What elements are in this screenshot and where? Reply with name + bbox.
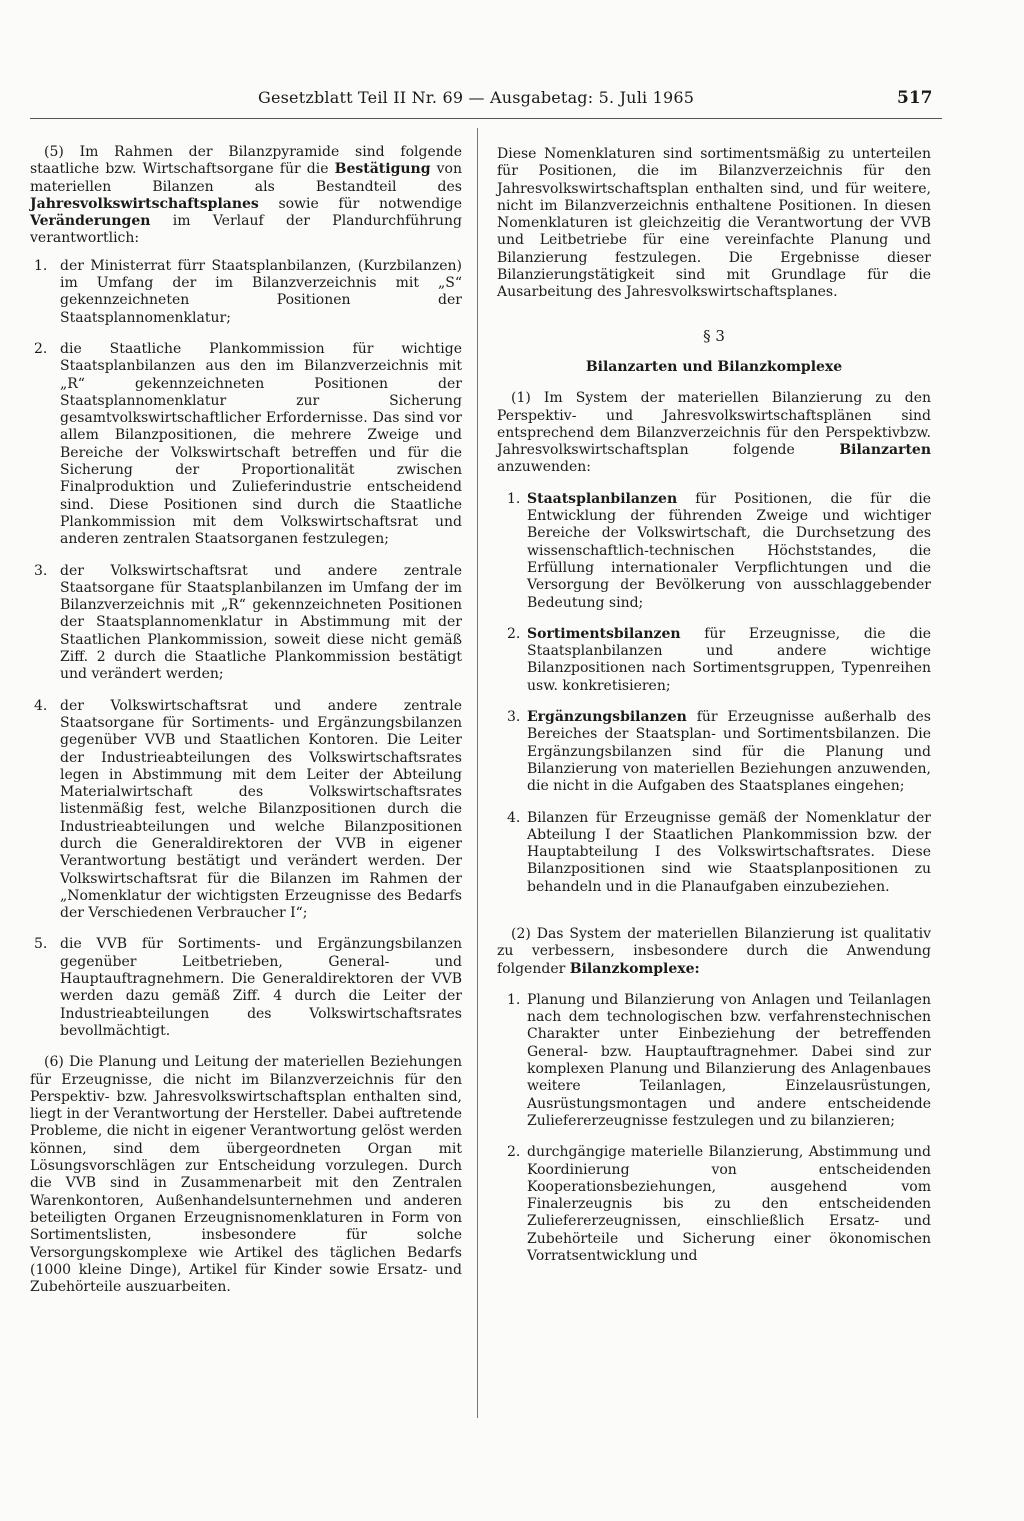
paragraph-2: (2) Das System der materiellen Bilanzierung ist qualitativ zu verbessern, insbesondere durch die Anwendung folgender Bilanzkomplexe: — [497, 925, 931, 977]
paragraph-continuation: Diese Nomenklaturen sind sortimentsmäßig zu unterteilen für Positionen, die im Bilanzverzeichnis für den Jahresvolkswirtschaftsplan enthalten sind, und für weitere, nicht im Bilanzverzeichnis enthaltene Positionen. In diesen Nomenklaturen ist gleichzeitig die Verantwortung der VVB und Leitbetriebe für eine vereinfachte Planung und Bilanzierung festzulegen. Die Ergebnisse dieser Bilanzierungstätigkeit sind mit Grundlage für die Ausarbeitung des Jahresvolkswirtschaftsplanes. — [497, 146, 931, 301]
list-item: 1. der Ministerrat fürr Staatsplanbilanzen, (Kurzbilanzen) im Umfang der im Bilanzverzeichnis mit „S“ gekennzeichneten Positionen der Staatsplannomenklatur; — [34, 257, 462, 326]
list-item: 4. der Volkswirtschaftsrat und andere zentrale Staatsorgane für Sortiments- und Ergänzungsbilanzen gegenüber VVB und Staatlichen Kontoren. Die Leiter der Industrieabteilungen des Volkswirtschaftsrates legen in Abstimmung mit dem Leiter der Abteilung Materialwirtschaft des Volkswirtschaftsrates listenmäßig fest, welche Bilanzpositionen durch die Industrieabteilungen und welche Bilanzpositionen durch die Generaldirektoren der VVB in eigener Verantwortung bestätigt und verändert werden. Der Volkswirtschaftsrat für die Bilanzen im Rahmen der „Nomenklatur der wichtigsten Erzeugnisse des Bedarfs der Verschiedenen Verbraucher I“; — [34, 697, 462, 922]
column-divider — [477, 128, 478, 1418]
list-item: 4. Bilanzen für Erzeugnisse gemäß der Nomenklatur der Abteilung I der Staatlichen Plankommission bzw. der Hauptabteilung I des Volkswirtschaftsrates. Diese Bilanzpositionen sind wie Staatsplanpositionen zu behandeln und in die Planaufgaben einzubeziehen. — [507, 809, 931, 895]
section-number: § 3 — [703, 326, 725, 345]
paragraph-5: (5) Im Rahmen der Bilanzpyramide sind folgende staatliche bzw. Wirtschaftsorgane für die Bestätigung von materiellen Bilanzen als Bestandteil des Jahresvolkswirtschaftsplanes sowie für notwendige Veränderungen im Verlauf der Plandurchführung verantwortlich: — [30, 144, 462, 247]
list-item: 3. Ergänzungsbilanzen für Erzeugnisse außerhalb des Bereiches der Staatsplan- und Sortimentsbilanzen. Die Ergänzungsbilanzen sind für die Planung und Bilanzierung von materiellen Beziehungen anzuwenden, die nicht in die Aufgaben des Staatsplanes eingehen; — [507, 709, 931, 795]
list-item: 2. Sortimentsbilanzen für Erzeugnisse, die die Staatsplanbilanzen und andere wichtige Bilanzpositionen nach Sortimentsgruppen, Typenreihen usw. konkretisieren; — [507, 625, 931, 694]
list-item: 5. die VVB für Sortiments- und Ergänzungsbilanzen gegenüber Leitbetrieben, General- und Hauptauftragnehmern. Die Generaldirektoren der VVB werden dazu gemäß Ziff. 4 durch die Leiter der Industrieabteilungen des Volkswirtschaftsrates bevollmächtigt. — [34, 936, 462, 1039]
paragraph-6: (6) Die Planung und Leitung der materiellen Beziehungen für Erzeugnisse, die nicht im Bilanzverzeichnis für den Perspektiv- bzw. Jahresvolkswirtschaftsplan enthalten sind, liegt in der Verantwortung der Hersteller. Dabei auftretende Probleme, die nicht in eigener Verantwortung gelöst werden können, sind dem übergeordneten Organ mit Lösungsvorschlägen zur Entscheidung vorzulegen. Durch die VVB sind in Zusammenarbeit mit den Zentralen Warenkontoren, Außenhandelsunternehmen und anderen beteiligten Organen Erzeugnisnomenklaturen in Form von Sortimentslisten, insbesondere für solche Versorgungskomplexe wie Artikel des täglichen Bedarfs (1000 kleine Dinge), Artikel für Kinder sowie Ersatz- und Zubehörteile auszuarbeiten. — [30, 1054, 462, 1296]
running-header: Gesetzblatt Teil II Nr. 69 — Ausgabetag: 5. Juli 1965 — [258, 88, 695, 107]
paragraph-1: (1) Im System der materiellen Bilanzierung zu den Perspektiv- und Jahresvolkswirtschaftsplänen sind entsprechend dem Bilanzverzeichnis für den Perspektivbzw. Jahresvolkswirtschaftsplan folgende Bilanzarten anzuwenden: — [497, 390, 931, 476]
list-item: 2. durchgängige materielle Bilanzierung, Abstimmung und Koordinierung von entscheidenden Kooperationsbeziehungen, ausgehend vom Finalerzeugnis bis zu den entscheidenden Zuliefererzeugnissen, einschließlich Ersatz- und Zubehörteile und Sicherung einer ökonomischen Vorratsentwicklung und — [507, 1144, 931, 1265]
page-number: 517 — [897, 88, 933, 108]
header-rule — [30, 118, 942, 119]
list-item: 2. die Staatliche Plankommission für wichtige Staatsplanbilanzen aus den im Bilanzverzeichnis mit „R“ gekennzeichneten Positionen der Staatsplannomenklatur zur Sicherung gesamtvolkswirtschaftlicher Erfordernisse. Das sind vor allem Bilanzpositionen, die mehrere Zweige und Bereiche der Volkswirtschaft betreffen und für die Sicherung der Proportionalität zwischen Finalproduktion und Zulieferindustrie entscheidend sind. Diese Positionen sind durch die Staatliche Plankommission mit dem Volkswirtschaftsrat und anderen zentralen Staatsorganen festzulegen; — [34, 340, 462, 548]
list-item: 1. Planung und Bilanzierung von Anlagen und Teilanlagen nach dem technologischen bzw. verfahrenstechnischen Charakter unter Einbeziehung der betreffenden General- bzw. Hauptauftragnehmer. Dabei sind zur komplexen Planung und Bilanzierung des Anlagenbaues weitere Teilanlagen, Einzelausrüstungen, Ausrüstungsmontagen und andere entscheidende Zuliefererzeugnisse festzulegen und zu bilanzieren; — [507, 991, 931, 1129]
left-column — [30, 144, 462, 1296]
right-column — [497, 146, 931, 1265]
list-item: 3. der Volkswirtschaftsrat und andere zentrale Staatsorgane für Staatsplanbilanzen im Umfang der im Bilanzverzeichnis mit „R“ gekennzeichneten Positionen der Staatsplannomenklatur in Abstimmung mit der Staatlichen Plankommission, soweit diese nicht gemäß Ziff. 2 durch die Staatliche Plankommission bestätigt und verändert werden; — [34, 562, 462, 683]
list-item: 1. Staatsplanbilanzen für Positionen, die für die Entwicklung der führenden Zweige und wichtiger Bereiche der Volkswirtschaft, die Durchsetzung des wissenschaftlich-technischen Höchststandes, die Erfüllung internationaler Verpflichtungen und die Versorgung der Bevölkerung von ausschlaggebender Bedeutung sind; — [507, 490, 931, 611]
section-title: Bilanzarten und Bilanzkomplexe — [585, 358, 843, 375]
